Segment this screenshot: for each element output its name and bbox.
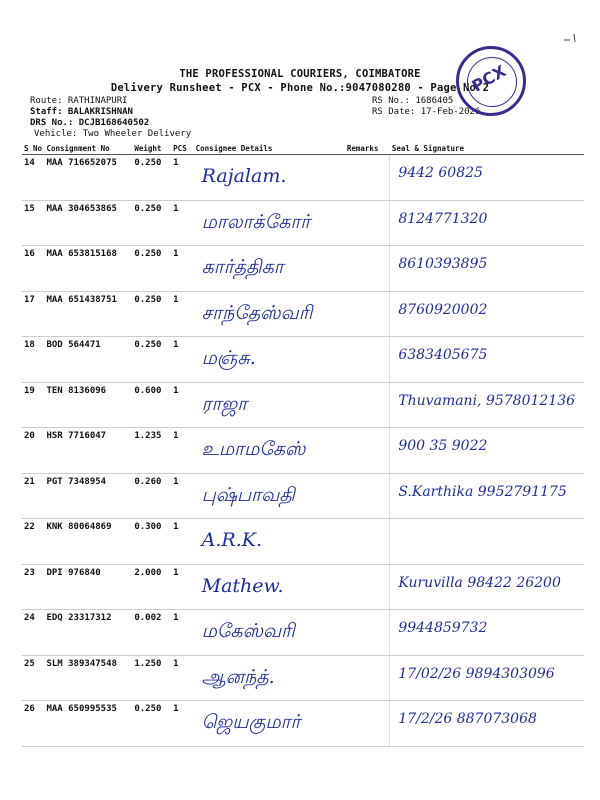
table-header-row [22, 142, 584, 155]
seal-signature-cell [390, 428, 584, 474]
handwritten-signature: 8124771320 [398, 210, 488, 227]
weight-cell: 0.300 [132, 519, 171, 565]
sno-cell: 22 [22, 519, 44, 565]
consignment-cell: EDQ 23317312 [44, 610, 132, 656]
sno-cell: 25 [22, 655, 44, 701]
handwritten-signature [392, 519, 582, 529]
handwritten-name: Mathew. [201, 574, 284, 597]
handwritten-signature: 9442 60825 [398, 165, 483, 181]
remarks-cell [345, 200, 390, 246]
consignee-details-cell [194, 519, 345, 565]
seal-signature-cell [390, 291, 584, 337]
sno-cell: 23 [22, 564, 44, 610]
consignment-cell: MAA 304653865 [44, 200, 132, 246]
consignee-details-cell [194, 701, 345, 747]
weight-cell: 0.260 [132, 473, 171, 519]
handwritten-name: உமாமகேஸ் [201, 438, 306, 460]
handwritten-name: ஜெயகுமார் [201, 711, 301, 733]
consignment-cell: TEN 8136096 [44, 382, 132, 428]
sno-cell: 17 [22, 291, 44, 337]
pcs-cell: 1 [171, 519, 193, 565]
handwritten-signature: Kuruvilla 98422 26200 [398, 574, 561, 591]
table-row [22, 382, 584, 428]
weight-cell: 0.250 [132, 291, 171, 337]
consignment-cell: SLM 389347548 [44, 655, 132, 701]
handwritten-signature: 9944859732 [398, 620, 488, 636]
consignment-cell: KNK 80064869 [44, 519, 132, 565]
pcs-cell: 1 [171, 155, 193, 201]
handwritten-signature: 17/02/26 9894303096 [398, 665, 555, 682]
sno-cell: 26 [22, 701, 44, 747]
col-details: Consignee Details [194, 142, 345, 155]
seal-signature-cell [390, 155, 584, 201]
weight-cell: 1.250 [132, 655, 171, 701]
consignee-details-cell [194, 564, 345, 610]
consignment-cell: MAA 651438751 [44, 291, 132, 337]
consignment-cell: MAA 650995535 [44, 701, 132, 747]
table-row [22, 564, 584, 610]
weight-cell: 0.600 [132, 382, 171, 428]
drs-text: DRS No.: DCJB168640502 [30, 118, 150, 128]
table-row [22, 337, 584, 383]
sno-cell: 20 [22, 428, 44, 474]
weight-cell: 2.000 [132, 564, 171, 610]
weight-cell: 1.235 [132, 428, 171, 474]
seal-signature-cell [390, 701, 584, 747]
handwritten-signature: S.Karthika 9952791175 [398, 483, 567, 500]
sno-cell: 16 [22, 246, 44, 292]
rs-no-text: RS No.: 1686405 [372, 96, 454, 106]
weight-cell: 0.002 [132, 610, 171, 656]
pcs-cell: 1 [171, 246, 193, 292]
table-row [22, 291, 584, 337]
seal-signature-cell [390, 246, 584, 292]
pcs-cell: 1 [171, 701, 193, 747]
table-row [22, 155, 584, 201]
seal-signature-cell [390, 337, 584, 383]
remarks-cell [345, 473, 390, 519]
seal-signature-cell [390, 473, 584, 519]
seal-signature-cell [390, 382, 584, 428]
table-body [22, 155, 584, 747]
handwritten-signature: 17/2/26 887073068 [398, 711, 537, 727]
table-row [22, 200, 584, 246]
sno-cell: 21 [22, 473, 44, 519]
stamp-text: PCX [468, 61, 510, 96]
table-row [22, 655, 584, 701]
consignee-details-cell [194, 291, 345, 337]
table-row [22, 610, 584, 656]
pcs-cell: 1 [171, 382, 193, 428]
weight-cell: 0.250 [132, 701, 171, 747]
consignment-cell: MAA 716652075 [44, 155, 132, 201]
pcs-cell: 1 [171, 655, 193, 701]
handwritten-name: மாலாக்கோர் [201, 210, 311, 233]
sno-cell: 15 [22, 200, 44, 246]
col-pcs: PCS [171, 142, 193, 155]
seal-signature-cell [390, 610, 584, 656]
weight-cell: 0.250 [132, 246, 171, 292]
handwritten-signature: 8610393895 [398, 256, 488, 272]
remarks-cell [345, 610, 390, 656]
table-row [22, 246, 584, 292]
handwritten-name: புஷ்பாவதி [201, 483, 295, 506]
consignee-details-cell [194, 382, 345, 428]
consignee-details-cell [194, 655, 345, 701]
consignee-details-cell [194, 337, 345, 383]
table-row [22, 473, 584, 519]
remarks-cell [345, 337, 390, 383]
consignee-details-cell [194, 155, 345, 201]
consignment-cell: MAA 653815168 [44, 246, 132, 292]
table-row [22, 428, 584, 474]
seal-signature-cell [390, 200, 584, 246]
pcs-cell: 1 [171, 200, 193, 246]
consignee-details-cell [194, 610, 345, 656]
handwritten-name: A.R.K. [201, 529, 262, 551]
handwritten-name: Rajalam. [201, 165, 287, 187]
sno-cell: 19 [22, 382, 44, 428]
consignee-details-cell [194, 473, 345, 519]
table-row [22, 701, 584, 747]
remarks-cell [345, 246, 390, 292]
col-consignment: Consignment No [44, 142, 132, 155]
handwritten-name: ராஜா [201, 392, 248, 415]
staff-text: Staff: BALAKRISHNAN [30, 107, 133, 117]
pcs-cell: 1 [171, 337, 193, 383]
handwritten-signature: 900 35 9022 [398, 438, 488, 454]
vehicle-text: Vehicle: Two Wheeler Delivery [34, 129, 192, 139]
remarks-cell [345, 428, 390, 474]
sno-cell: 24 [22, 610, 44, 656]
consignee-details-cell [194, 200, 345, 246]
pcs-cell: 1 [171, 428, 193, 474]
remarks-cell [345, 519, 390, 565]
remarks-cell [345, 564, 390, 610]
handwritten-name: கார்த்திகா [201, 256, 284, 278]
handwritten-name: சாந்தேஸ்வரி [201, 301, 313, 324]
seal-signature-cell [390, 655, 584, 701]
pcs-cell: 1 [171, 564, 193, 610]
col-seal: Seal & Signature [390, 142, 584, 155]
company-title: THE PROFESSIONAL COURIERS, COIMBATORE [179, 68, 421, 80]
route-text: Route: RATHINAPURI [30, 96, 128, 106]
handwritten-name: மஞ்சு. [201, 347, 256, 369]
remarks-cell [345, 155, 390, 201]
consignment-cell: HSR 7716047 [44, 428, 132, 474]
remarks-cell [345, 701, 390, 747]
sno-cell: 18 [22, 337, 44, 383]
pen-mark-icon [562, 30, 582, 50]
remarks-cell [345, 655, 390, 701]
consignment-cell: BOD 564471 [44, 337, 132, 383]
pcs-cell: 1 [171, 473, 193, 519]
col-sno: S No [22, 142, 44, 155]
rs-date-text: RS Date: 17-Feb-2026 [372, 107, 481, 117]
pcx-stamp [456, 46, 526, 116]
handwritten-signature: 8760920002 [398, 301, 488, 318]
seal-signature-cell [390, 519, 584, 565]
seal-signature-cell [390, 564, 584, 610]
sno-cell: 14 [22, 155, 44, 201]
pcs-cell: 1 [171, 610, 193, 656]
pcs-cell: 1 [171, 291, 193, 337]
consignment-cell: DPI 976840 [44, 564, 132, 610]
col-remarks: Remarks [345, 142, 390, 155]
weight-cell: 0.250 [132, 337, 171, 383]
runsheet-title: Delivery Runsheet - PCX - Phone No.:9047080280 - Page No 2 [110, 82, 490, 94]
consignee-details-cell [194, 428, 345, 474]
handwritten-signature: Thuvamani, 9578012136 [398, 392, 576, 409]
weight-cell: 0.250 [132, 200, 171, 246]
weight-cell: 0.250 [132, 155, 171, 201]
handwritten-name: மகேஸ்வரி [201, 620, 295, 642]
runsheet-table [22, 142, 584, 747]
col-weight: Weight [132, 142, 171, 155]
remarks-cell [345, 382, 390, 428]
table-row [22, 519, 584, 565]
handwritten-name: ஆனந்த். [201, 665, 275, 688]
handwritten-signature: 6383405675 [398, 347, 488, 363]
consignee-details-cell [194, 246, 345, 292]
consignment-cell: PGT 7348954 [44, 473, 132, 519]
remarks-cell [345, 291, 390, 337]
